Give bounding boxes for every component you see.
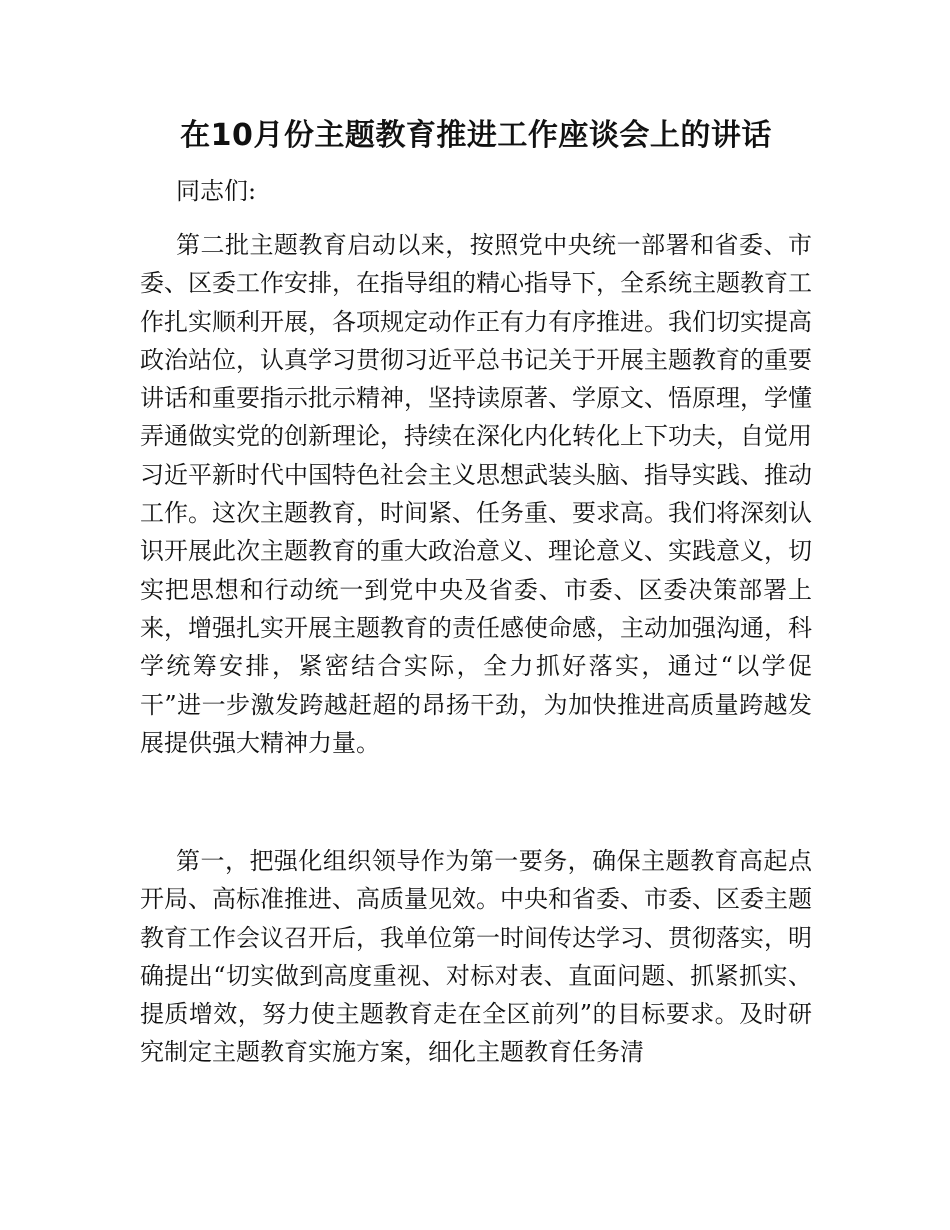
paragraph-2: 第一，把强化组织领导作为第一要务，确保主题教育高起点开局、高标准推进、高质量见效。中央和省委、市委、区委主题教育工作会议召开后，我单位第一时间传达学习、贯彻落实，明确提出“切实做到高度重视、对标对表、直面问题、抓紧抓实、提质增效，努力使主题教育走在全区前列”的目标要求。及时研究制定主题教育实施方案，细化主题教育任务清 [140,847,812,1067]
document-title: 在10月份主题教育推进工作座谈会上的讲话 [180,118,772,153]
greeting: 同志们: [176,177,257,205]
document-page [140,0,812,1230]
paragraph-1: 第二批主题教育启动以来，按照党中央统一部署和省委、市委、区委工作安排，在指导组的精心指导下，全系统主题教育工作扎实顺利开展，各项规定动作正有力有序推进。我们切实提高政治站位，认真学习贯彻习近平总书记关于开展主题教育的重要讲话和重要指示批示精神，坚持读原著、学原文、悟原理，学懂弄通做实党的创新理论，持续在深化内化转化上下功夫，自觉用习近平新时代中国特色社会主义思想武装头脑、指导实践、推动工作。这次主题教育，时间紧、任务重、要求高。我们将深刻认识开展此次主题教育的重大政治意义、理论意义、实践意义，切实把思想和行动统一到党中央及省委、市委、区委决策部署上来，增强扎实开展主题教育的责任感使命感，主动加强沟通，科学统筹安排，紧密结合实际，全力抓好落实，通过“以学促干”进一步激发跨越赶超的昂扬干劲，为加快推进高质量跨越发展提供强大精神力量。 [140,231,812,757]
